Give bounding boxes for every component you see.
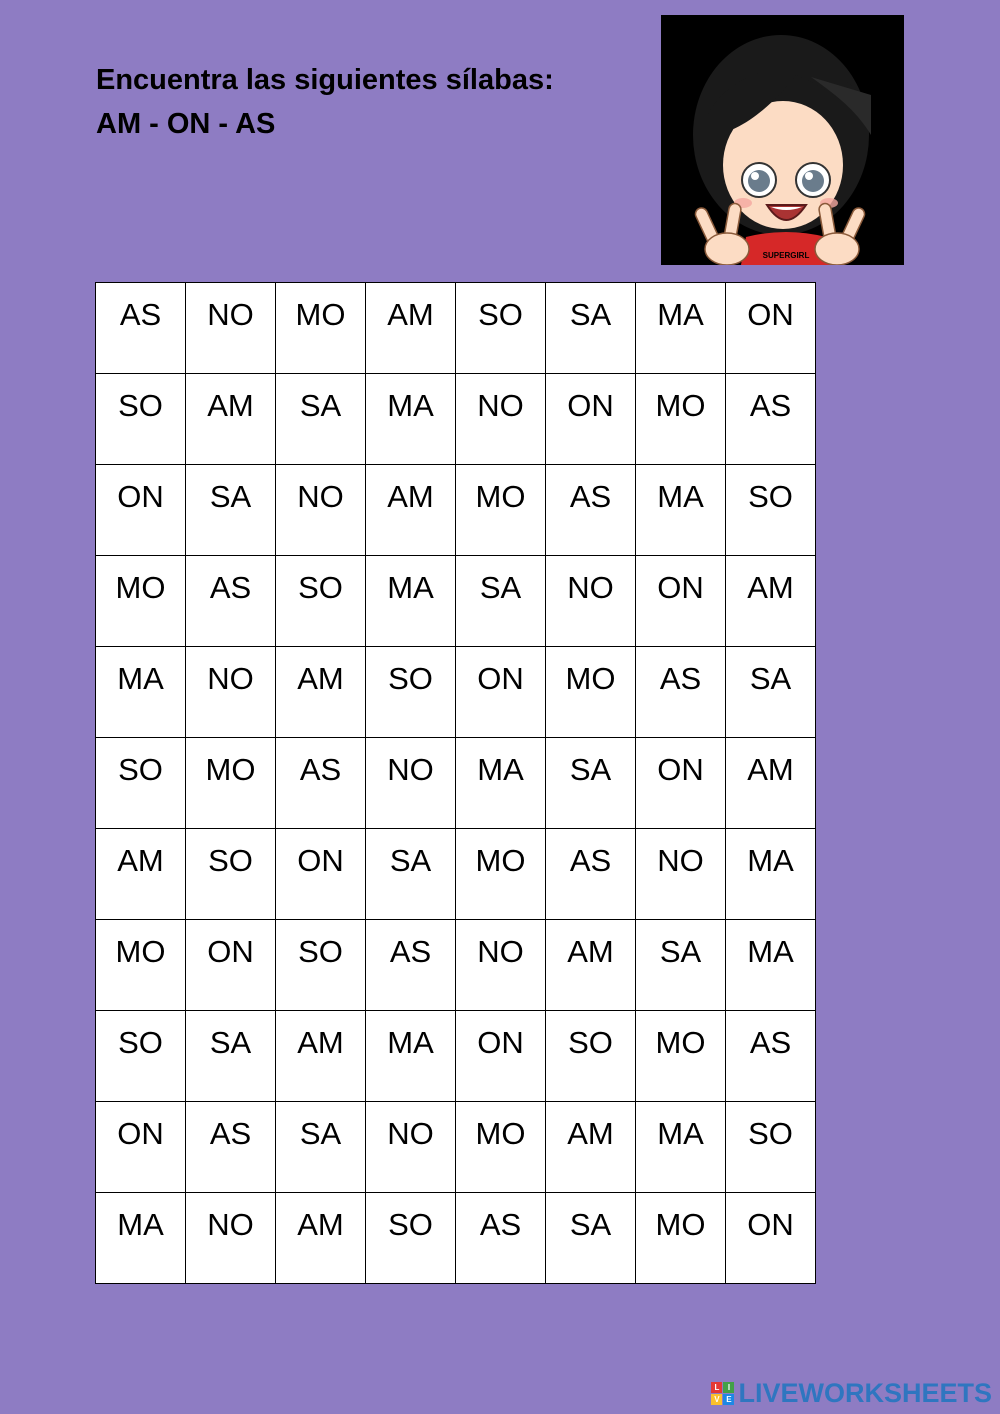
syllable-cell[interactable] bbox=[276, 738, 366, 829]
syllable-text: MA bbox=[657, 297, 704, 332]
grid-row bbox=[96, 1102, 816, 1193]
syllable-text: NO bbox=[297, 479, 344, 514]
instructions bbox=[96, 58, 656, 146]
grid-row bbox=[96, 1193, 816, 1284]
syllable-cell[interactable] bbox=[96, 1102, 186, 1193]
syllable-cell[interactable] bbox=[456, 374, 546, 465]
instructions-line-2: AM - ON - AS bbox=[96, 108, 276, 140]
syllable-text: SA bbox=[749, 661, 792, 696]
syllable-cell[interactable] bbox=[726, 465, 816, 556]
syllable-text: AS bbox=[749, 388, 792, 423]
syllable-cell[interactable] bbox=[726, 1102, 816, 1193]
syllable-text: ON bbox=[747, 297, 794, 332]
syllable-cell[interactable] bbox=[546, 556, 636, 647]
syllable-cell[interactable] bbox=[636, 1102, 726, 1193]
syllable-text: MO bbox=[295, 297, 346, 332]
syllable-cell[interactable] bbox=[186, 647, 276, 738]
grid-row bbox=[96, 647, 816, 738]
syllable-text: MO bbox=[475, 1116, 526, 1151]
syllable-cell[interactable] bbox=[366, 374, 456, 465]
syllable-text: ON bbox=[117, 1116, 164, 1151]
logo-letter: E bbox=[723, 1394, 734, 1405]
syllable-cell[interactable] bbox=[546, 374, 636, 465]
grid-row bbox=[96, 374, 816, 465]
syllable-text: AM bbox=[747, 570, 794, 605]
syllable-text: MO bbox=[565, 661, 616, 696]
syllable-cell[interactable] bbox=[636, 374, 726, 465]
syllable-cell[interactable] bbox=[276, 556, 366, 647]
logo-letter: I bbox=[723, 1382, 734, 1393]
syllable-cell[interactable] bbox=[546, 738, 636, 829]
syllable-cell[interactable] bbox=[366, 1193, 456, 1284]
syllable-text: SO bbox=[298, 934, 343, 969]
grid-row bbox=[96, 556, 816, 647]
syllable-cell[interactable] bbox=[186, 556, 276, 647]
syllable-text: AM bbox=[297, 661, 344, 696]
syllable-text: MA bbox=[117, 1207, 164, 1242]
syllable-cell[interactable] bbox=[96, 1193, 186, 1284]
syllable-text: NO bbox=[477, 934, 524, 969]
avatar-image bbox=[661, 15, 904, 265]
syllable-cell[interactable] bbox=[96, 465, 186, 556]
syllable-cell[interactable] bbox=[726, 738, 816, 829]
syllable-text: SA bbox=[299, 388, 342, 423]
syllable-cell[interactable] bbox=[96, 1011, 186, 1102]
syllable-cell[interactable] bbox=[186, 465, 276, 556]
syllable-text: MO bbox=[115, 934, 166, 969]
syllable-text: MA bbox=[477, 752, 524, 787]
syllable-text: SA bbox=[569, 752, 612, 787]
syllable-text: SA bbox=[569, 1207, 612, 1242]
syllable-cell[interactable] bbox=[456, 465, 546, 556]
syllable-cell[interactable] bbox=[96, 283, 186, 374]
syllable-text: NO bbox=[387, 1116, 434, 1151]
liveworksheets-branding bbox=[711, 1376, 992, 1410]
logo-letter: L bbox=[711, 1382, 722, 1393]
syllable-text: SA bbox=[299, 1116, 342, 1151]
syllable-cell[interactable] bbox=[546, 920, 636, 1011]
syllable-text: ON bbox=[657, 752, 704, 787]
syllable-text: MA bbox=[387, 570, 434, 605]
syllable-cell[interactable] bbox=[276, 920, 366, 1011]
grid-row bbox=[96, 829, 816, 920]
syllable-text: SO bbox=[568, 1025, 613, 1060]
syllable-text: SA bbox=[389, 843, 432, 878]
syllable-cell[interactable] bbox=[726, 647, 816, 738]
syllable-cell[interactable] bbox=[726, 374, 816, 465]
syllable-text: ON bbox=[567, 388, 614, 423]
syllable-text: SO bbox=[118, 388, 163, 423]
syllable-text: ON bbox=[117, 479, 164, 514]
syllable-text: MA bbox=[387, 1025, 434, 1060]
syllable-cell[interactable] bbox=[186, 1011, 276, 1102]
syllable-cell[interactable] bbox=[366, 738, 456, 829]
syllable-cell[interactable] bbox=[276, 829, 366, 920]
syllable-cell[interactable] bbox=[546, 1102, 636, 1193]
syllable-cell[interactable] bbox=[636, 738, 726, 829]
syllable-cell[interactable] bbox=[276, 1102, 366, 1193]
syllable-cell[interactable] bbox=[726, 1011, 816, 1102]
syllable-cell[interactable] bbox=[366, 920, 456, 1011]
syllable-cell[interactable] bbox=[636, 465, 726, 556]
syllable-text: NO bbox=[657, 843, 704, 878]
syllable-cell[interactable] bbox=[276, 465, 366, 556]
syllable-cell[interactable] bbox=[366, 1102, 456, 1193]
syllable-cell[interactable] bbox=[366, 829, 456, 920]
syllable-text: NO bbox=[477, 388, 524, 423]
syllable-cell[interactable] bbox=[186, 829, 276, 920]
syllable-text: SA bbox=[209, 479, 252, 514]
syllable-cell[interactable] bbox=[456, 1193, 546, 1284]
syllable-text: AM bbox=[567, 1116, 614, 1151]
syllable-text: MO bbox=[115, 570, 166, 605]
svg-text:SUPERGIRL: SUPERGIRL bbox=[762, 251, 810, 260]
syllable-text: MO bbox=[655, 1207, 706, 1242]
syllable-text: MA bbox=[657, 1116, 704, 1151]
syllable-cell[interactable] bbox=[186, 374, 276, 465]
syllable-cell[interactable] bbox=[546, 1011, 636, 1102]
syllable-cell[interactable] bbox=[456, 829, 546, 920]
syllable-cell[interactable] bbox=[186, 738, 276, 829]
syllable-text: AS bbox=[389, 934, 432, 969]
syllable-cell[interactable] bbox=[456, 738, 546, 829]
syllable-text: MO bbox=[205, 752, 256, 787]
syllable-cell[interactable] bbox=[186, 1102, 276, 1193]
syllable-text: MO bbox=[475, 479, 526, 514]
logo-letter: V bbox=[711, 1394, 722, 1405]
syllable-text: SO bbox=[298, 570, 343, 605]
liveworksheets-logo-icon bbox=[711, 1382, 734, 1405]
syllable-cell[interactable] bbox=[636, 829, 726, 920]
syllable-text: SA bbox=[479, 570, 522, 605]
syllable-cell[interactable] bbox=[456, 1102, 546, 1193]
syllable-cell[interactable] bbox=[186, 283, 276, 374]
syllable-text: SO bbox=[388, 1207, 433, 1242]
syllable-cell[interactable] bbox=[456, 283, 546, 374]
grid-row bbox=[96, 465, 816, 556]
syllable-text: AS bbox=[749, 1025, 792, 1060]
syllable-cell[interactable] bbox=[366, 556, 456, 647]
syllable-cell[interactable] bbox=[276, 374, 366, 465]
syllable-cell[interactable] bbox=[276, 647, 366, 738]
syllable-text: AM bbox=[567, 934, 614, 969]
syllable-text: MA bbox=[747, 843, 794, 878]
syllable-text: AM bbox=[387, 297, 434, 332]
syllable-text: NO bbox=[207, 1207, 254, 1242]
syllable-text: AS bbox=[299, 752, 342, 787]
syllable-cell[interactable] bbox=[636, 283, 726, 374]
syllable-cell[interactable] bbox=[636, 647, 726, 738]
syllable-cell[interactable] bbox=[456, 920, 546, 1011]
syllable-text: ON bbox=[297, 843, 344, 878]
syllable-cell[interactable] bbox=[366, 647, 456, 738]
syllable-cell[interactable] bbox=[726, 829, 816, 920]
syllable-text: SO bbox=[478, 297, 523, 332]
syllable-cell[interactable] bbox=[96, 556, 186, 647]
syllable-cell[interactable] bbox=[186, 1193, 276, 1284]
syllable-text: SA bbox=[209, 1025, 252, 1060]
grid-row bbox=[96, 1011, 816, 1102]
syllable-text: AM bbox=[117, 843, 164, 878]
instructions-line-1: Encuentra las siguientes sílabas: bbox=[96, 64, 554, 96]
syllable-cell[interactable] bbox=[366, 1011, 456, 1102]
syllable-text: AS bbox=[209, 1116, 252, 1151]
syllable-cell[interactable] bbox=[456, 1011, 546, 1102]
syllable-text: ON bbox=[207, 934, 254, 969]
syllable-cell[interactable] bbox=[636, 1193, 726, 1284]
syllable-cell[interactable] bbox=[546, 1193, 636, 1284]
syllable-cell[interactable] bbox=[546, 829, 636, 920]
syllable-cell[interactable] bbox=[366, 465, 456, 556]
syllable-cell[interactable] bbox=[276, 1011, 366, 1102]
syllable-cell[interactable] bbox=[546, 465, 636, 556]
syllable-text: NO bbox=[207, 297, 254, 332]
syllable-text: AS bbox=[569, 479, 612, 514]
syllable-text: NO bbox=[567, 570, 614, 605]
syllable-cell[interactable] bbox=[636, 556, 726, 647]
syllable-cell[interactable] bbox=[546, 647, 636, 738]
brand-text: LIVEWORKSHEETS bbox=[738, 1377, 992, 1408]
syllable-cell[interactable] bbox=[456, 556, 546, 647]
syllable-cell[interactable] bbox=[186, 920, 276, 1011]
grid-row bbox=[96, 738, 816, 829]
syllable-text: SO bbox=[748, 1116, 793, 1151]
syllable-text: NO bbox=[207, 661, 254, 696]
syllable-cell[interactable] bbox=[276, 283, 366, 374]
syllable-text: AS bbox=[119, 297, 162, 332]
syllable-text: SA bbox=[569, 297, 612, 332]
syllable-text: MO bbox=[655, 1025, 706, 1060]
syllable-text: SO bbox=[118, 752, 163, 787]
syllable-text: MA bbox=[387, 388, 434, 423]
cartoon-girl-peace-sign-icon bbox=[661, 15, 904, 265]
syllable-text: SO bbox=[208, 843, 253, 878]
syllable-text: AS bbox=[569, 843, 612, 878]
syllable-cell[interactable] bbox=[726, 1193, 816, 1284]
syllable-text: ON bbox=[657, 570, 704, 605]
syllable-text: SO bbox=[388, 661, 433, 696]
syllable-text: ON bbox=[747, 1207, 794, 1242]
grid-row bbox=[96, 283, 816, 374]
syllable-cell[interactable] bbox=[636, 920, 726, 1011]
syllable-cell[interactable] bbox=[96, 738, 186, 829]
syllable-cell[interactable] bbox=[96, 374, 186, 465]
syllable-text: AM bbox=[747, 752, 794, 787]
syllable-text: MO bbox=[475, 843, 526, 878]
syllable-grid bbox=[95, 282, 816, 1284]
syllable-text: SO bbox=[748, 479, 793, 514]
syllable-text: MO bbox=[655, 388, 706, 423]
syllable-text: ON bbox=[477, 661, 524, 696]
syllable-cell[interactable] bbox=[726, 556, 816, 647]
syllable-text: ON bbox=[477, 1025, 524, 1060]
syllable-text: SO bbox=[118, 1025, 163, 1060]
syllable-text: NO bbox=[387, 752, 434, 787]
syllable-cell[interactable] bbox=[726, 283, 816, 374]
syllable-cell[interactable] bbox=[636, 1011, 726, 1102]
syllable-cell[interactable] bbox=[276, 1193, 366, 1284]
syllable-text: AS bbox=[479, 1207, 522, 1242]
syllable-text: MA bbox=[657, 479, 704, 514]
syllable-cell[interactable] bbox=[726, 920, 816, 1011]
syllable-cell[interactable] bbox=[96, 829, 186, 920]
syllable-text: AS bbox=[659, 661, 702, 696]
syllable-cell[interactable] bbox=[456, 647, 546, 738]
syllable-text: MA bbox=[747, 934, 794, 969]
syllable-cell[interactable] bbox=[96, 920, 186, 1011]
syllable-cell[interactable] bbox=[96, 647, 186, 738]
syllable-text: SA bbox=[659, 934, 702, 969]
syllable-text: AM bbox=[387, 479, 434, 514]
syllable-text: AM bbox=[297, 1207, 344, 1242]
syllable-text: AM bbox=[297, 1025, 344, 1060]
syllable-text: AS bbox=[209, 570, 252, 605]
grid-row bbox=[96, 920, 816, 1011]
syllable-cell[interactable] bbox=[366, 283, 456, 374]
syllable-text: MA bbox=[117, 661, 164, 696]
syllable-cell[interactable] bbox=[546, 283, 636, 374]
syllable-text: AM bbox=[207, 388, 254, 423]
